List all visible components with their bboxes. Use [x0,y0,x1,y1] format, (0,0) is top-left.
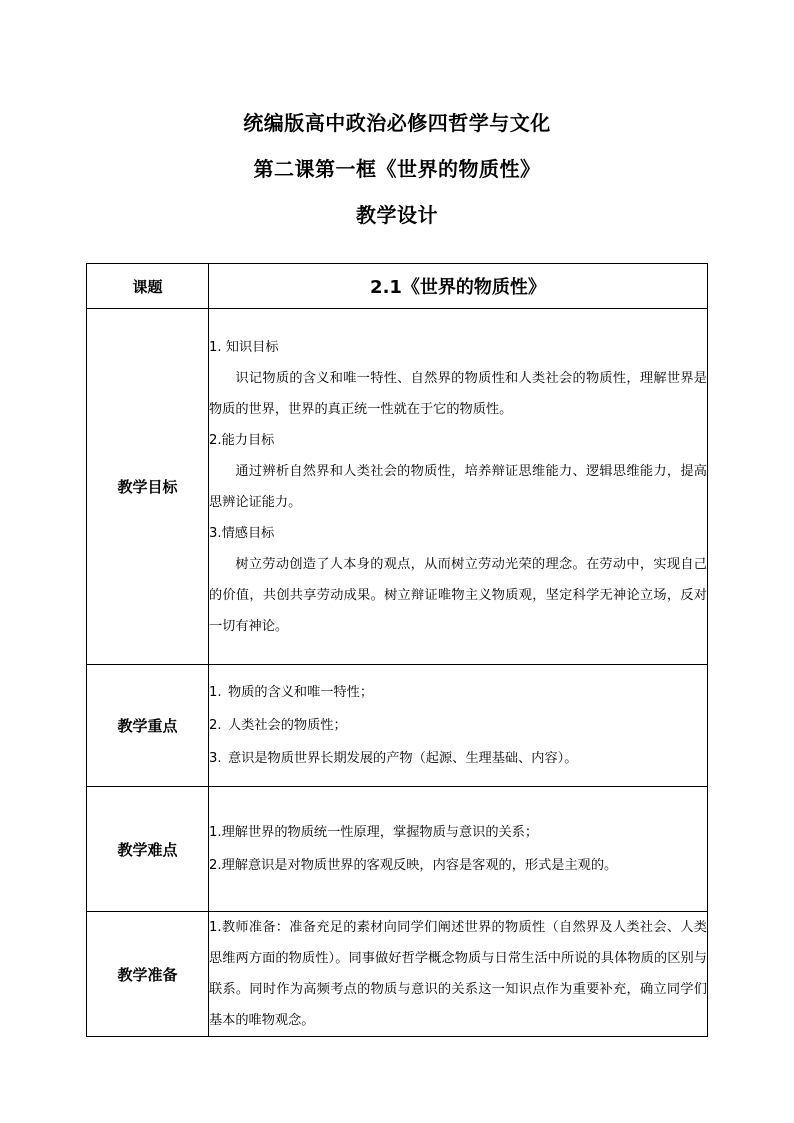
list-item-text: 人类社会的物质性； [228,718,347,733]
document-title [0,100,794,238]
goals-label: 教学目标 [87,309,209,665]
list-item [209,709,707,742]
table-row-course [87,264,708,309]
table-row-goals [87,309,708,665]
course-title: 2.1《世界的物质性》 [209,264,708,309]
list-item-number: 1. [209,685,222,700]
preparation-text: 1.教师准备：准备充足的素材向同学们阐述世界的物质性（自然界及人类社会、人类思维两方面的物质性）。同事做好哲学概念物质与日常生活中所说的具体物质的区别与联系。同时作为高频考点的物质与意识的关系这一知识点作为重要补充，确立同学们基本的唯物观念。 [209,920,707,1028]
table-row-difficulties [87,787,708,912]
preparation-content [209,912,708,1037]
difficulty-item-1: 1.理解世界的物质统一性原理，掌握物质与意识的关系； [209,825,539,840]
title-line-3: 教学设计 [356,203,438,227]
emotion-goal-text: 树立劳动创造了人本身的观点，从而树立劳动光荣的理念。在劳动中，实现自己的价值，共创共享劳动成果。树立辩证唯物主义物质观，坚定科学无神论立场，反对一切有神论。 [209,556,707,634]
preparation-label: 教学准备 [87,912,209,1037]
key-points-label: 教学重点 [87,665,209,787]
title-line-1: 统编版高中政治必修四哲学与文化 [243,111,551,135]
list-item-number: 3. [209,751,222,766]
table-row-preparation [87,912,708,1037]
difficulties-content [209,787,708,912]
difficulty-item-2: 2.理解意识是对物质世界的客观反映，内容是客观的，形式是主观的。 [209,858,618,873]
goals-content [209,309,708,665]
emotion-goal-heading: 3.情感目标 [209,525,275,541]
list-item-text: 意识是物质世界长期发展的产物（起源、生理基础、内容）。 [228,751,578,766]
list-item-number: 2. [209,718,222,733]
table-row-key-points [87,665,708,787]
knowledge-goal-text: 识记物质的含义和唯一特性、自然界的物质性和人类社会的物质性，理解世界是物质的世界，世界的真正统一性就在于它的物质性。 [209,370,707,417]
list-item [209,676,707,709]
list-item [209,742,707,775]
ability-goal-heading: 2.能力目标 [209,432,275,448]
difficulties-label: 教学难点 [87,787,209,912]
lesson-plan-table [86,263,708,1037]
key-points-content [209,665,708,787]
list-item-text: 物质的含义和唯一特性； [228,685,374,700]
title-line-2: 第二课第一框《世界的物质性》 [253,157,541,181]
knowledge-goal-heading: 1. 知识目标 [209,339,279,355]
course-label: 课题 [87,264,209,309]
ability-goal-text: 通过辨析自然界和人类社会的物质性，培养辩证思维能力、逻辑思维能力，提高思辨论证能力。 [209,463,707,510]
